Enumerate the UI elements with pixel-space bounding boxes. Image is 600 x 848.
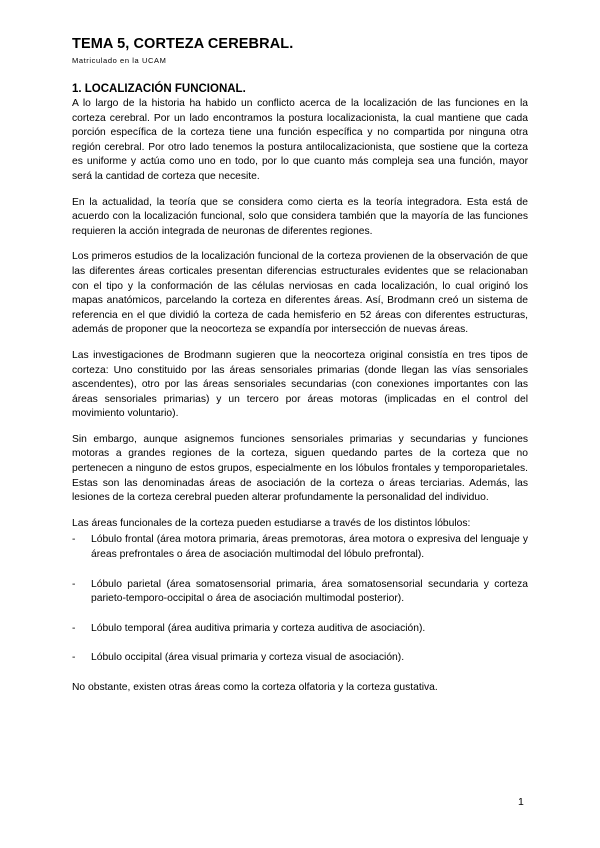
paragraph-4: Las investigaciones de Brodmann sugieren que la neocorteza original consistía en tres tipos de corteza: Uno constituido por las áreas sensoriales primarias (donde llegan las vías sensoriales ascendentes), otro por las áreas sensoriales secundarias (con conexiones importantes con las áreas sensoriales primarias) y un tercero por áreas motoras (implicadas en el control del movimiento voluntario). — [72, 349, 528, 420]
paragraph-5: Sin embargo, aunque asignemos funciones sensoriales primarias y secundarias y funciones motoras a grandes regiones de la corteza, siguen quedando partes de la corteza que no pertenecen a ninguno de estos grupos, especialmente en los lóbulos frontales y temporoparietales. Estas son las denominadas áreas de asociación de la corteza o áreas terciarias. Además, las lesiones de la corteza cerebral pueden alterar profundamente la personalidad del individuo. — [72, 433, 528, 504]
paragraph-1: A lo largo de la historia ha habido un conflicto acerca de la localización de las funciones en la corteza cerebral. Por un lado encontramos la postura localizacionista, la cual mantiene que cada porción específica de la corteza tiene una función específica y no compartida por ninguna otra región cerebral. Por otro lado tenemos la postura antilocalizacionista, que sostiene que la corteza es uniforme y actúa como uno en todo, por lo que cuanto más compleja sea una función, mayor será la cantidad de corteza que necesite. — [72, 98, 528, 182]
list-item: - Lóbulo temporal (área auditiva primaria y corteza auditiva de asociación). — [72, 622, 528, 637]
page-number: 1 — [518, 796, 524, 808]
document-page — [72, 36, 528, 707]
lobes-list — [72, 533, 528, 666]
paragraph-6: Las áreas funcionales de la corteza pueden estudiarse a través de los distintos lóbulos: — [72, 517, 471, 529]
document-title: TEMA 5, CORTEZA CEREBRAL. — [72, 36, 294, 52]
list-item: - Lóbulo occipital (área visual primaria y corteza visual de asociación). — [72, 651, 528, 666]
section-heading: 1. LOCALIZACIÓN FUNCIONAL. — [72, 83, 246, 95]
list-item: - Lóbulo parietal (área somatosensorial primaria, área somatosensorial secundaria y corteza parieto-temporo-occipital o área de asociación multimodal posterior). — [72, 578, 528, 607]
list-item: - Lóbulo frontal (área motora primaria, áreas premotoras, área motora o expresiva del lenguaje y áreas prefrontales o área de asociación multimodal del lóbulo prefrontal). — [72, 533, 528, 562]
paragraph-2: En la actualidad, la teoría que se considera como cierta es la teoría integradora. Esta está de acuerdo con la localización funcional, solo que considera también que la mayoría de las funciones requieren la acción integrada de neuronas de diferentes regiones. — [72, 196, 528, 237]
closing-paragraph: No obstante, existen otras áreas como la corteza olfatoria y la corteza gustativa. — [72, 682, 438, 693]
paragraph-3: Los primeros estudios de la localización funcional de la corteza provienen de la observación de que las diferentes áreas corticales presentan diferencias estructurales evidentes que se relacionaban con el tipo y la conformación de las células nerviosas en cada localización, lo cual originó los mapas anatómicos, parcelando la corteza en diferentes áreas. Así, Brodmann creó un sistema de referencia en el que dividió la corteza de cada hemisferio en 52 áreas con diferentes estructuras, además de proponer que la neocorteza se expandía por intersección de nuevas áreas. — [72, 251, 528, 336]
document-subtitle: Matriculado en la UCAM — [72, 56, 167, 65]
